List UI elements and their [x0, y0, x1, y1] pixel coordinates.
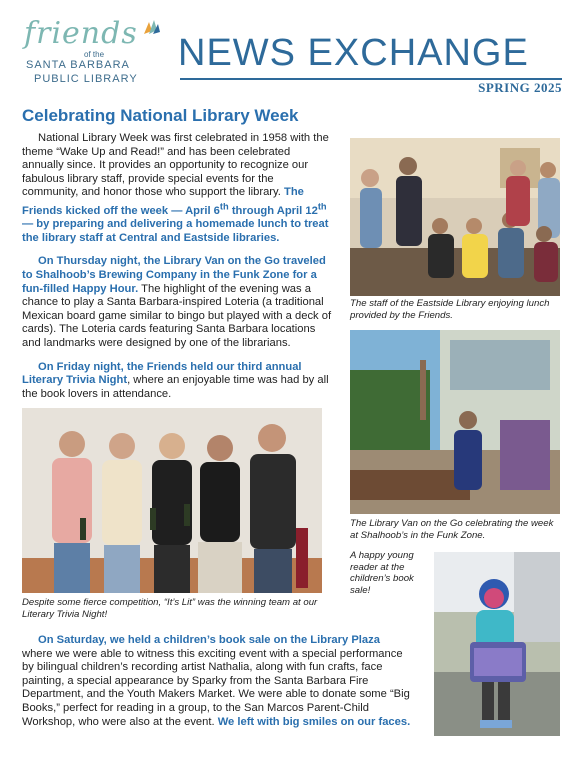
hl-part-c: — by preparing and delivering a homemade lunch to treat the library staff at Central and Eastside libraries. [22, 218, 329, 244]
paragraph-thursday-text: The highlight of the evening was a chance to play a Santa Barbara-inspired Loteria (a traditional Mexican board game similar to bingo but played with a deck of cards). The Loteria cards featuring Santa Barbara locations and landmarks were designed by one of the librarians. [22, 282, 332, 350]
paragraph-friday [22, 361, 332, 402]
paragraph-friday-highlight: On Friday night, the Friends held our third annual Literary Trivia Night [22, 360, 302, 387]
article-body-bottom [22, 634, 412, 739]
newsletter-title: NEWS EXCHANGE [178, 32, 529, 74]
paragraph-saturday [22, 634, 412, 729]
article-body-left [22, 132, 332, 411]
article-heading: Celebrating National Library Week [22, 106, 299, 125]
young-reader-photo [434, 552, 560, 736]
logo-of-the: of the [84, 50, 105, 59]
friends-logo [18, 14, 168, 86]
trivia-photo-caption: Despite some fierce competition, “It’s Lit” was the winning team at our Literary Trivia Night! [22, 597, 318, 620]
hl-sup-2: th [317, 200, 327, 211]
reader-photo-caption: A happy young reader at the children’s book sale! [350, 550, 414, 596]
issue-label: SPRING 2025 [478, 80, 562, 95]
paragraph-friday-text: , where an enjoyable time was had by all the book lovers in attendance. [22, 374, 329, 400]
hl-part-a: The Friends kicked off the week — April 6 [22, 186, 304, 217]
library-van-photo [350, 330, 560, 514]
paragraph-intro-text: National Library Week was first celebrated in 1958 with the theme “Wake Up and Read!” and has been celebrated annually since. It provides an opportunity to recognize our fabulous library staff, provide special events for the community, and honor those who support the library. [22, 132, 329, 199]
van-photo-caption: The Library Van on the Go celebrating the week at Shalhoob’s in the Funk Zone. [350, 518, 554, 541]
trivia-team-photo [22, 408, 322, 593]
hl-sup-1: th [219, 200, 229, 211]
book-leaf-icon [140, 16, 162, 38]
paragraph-intro [22, 132, 332, 245]
paragraph-thursday [22, 255, 332, 350]
paragraph-thursday-highlight: On Thursday night, the Library Van on the Go traveled to Shalhoob’s Brewing Company in the Funk Zone for a fun-filled Happy Hour. [22, 255, 326, 295]
paragraph-saturday-closing: We left with big smiles on our faces. [217, 715, 411, 728]
hl-part-b: through April 12 [228, 204, 318, 217]
logo-line-2: PUBLIC LIBRARY [34, 73, 138, 85]
eastside-photo-caption: The staff of the Eastside Library enjoying lunch provided by the Friends. [350, 298, 550, 321]
logo-line-1: SANTA BARBARA [26, 59, 130, 71]
paragraph-saturday-highlight: On Saturday, we held a children’s book sale on the Library Plaza [38, 634, 380, 646]
logo-script-text: friends [24, 16, 138, 51]
eastside-staff-photo [350, 138, 560, 296]
paragraph-saturday-text: where we were able to witness this exciting event with a special performance by bilingual children’s recording artist Nathalia, along with fun crafts, face painting, a special appearance by Sparky from the Santa Barbara Fire Department, and the Youth Makers Market. We were able to donate some “Big Books,” perfect for reading in a group, to the San Marcos Parent-Child Workshop, who were also at the event. [22, 647, 410, 728]
